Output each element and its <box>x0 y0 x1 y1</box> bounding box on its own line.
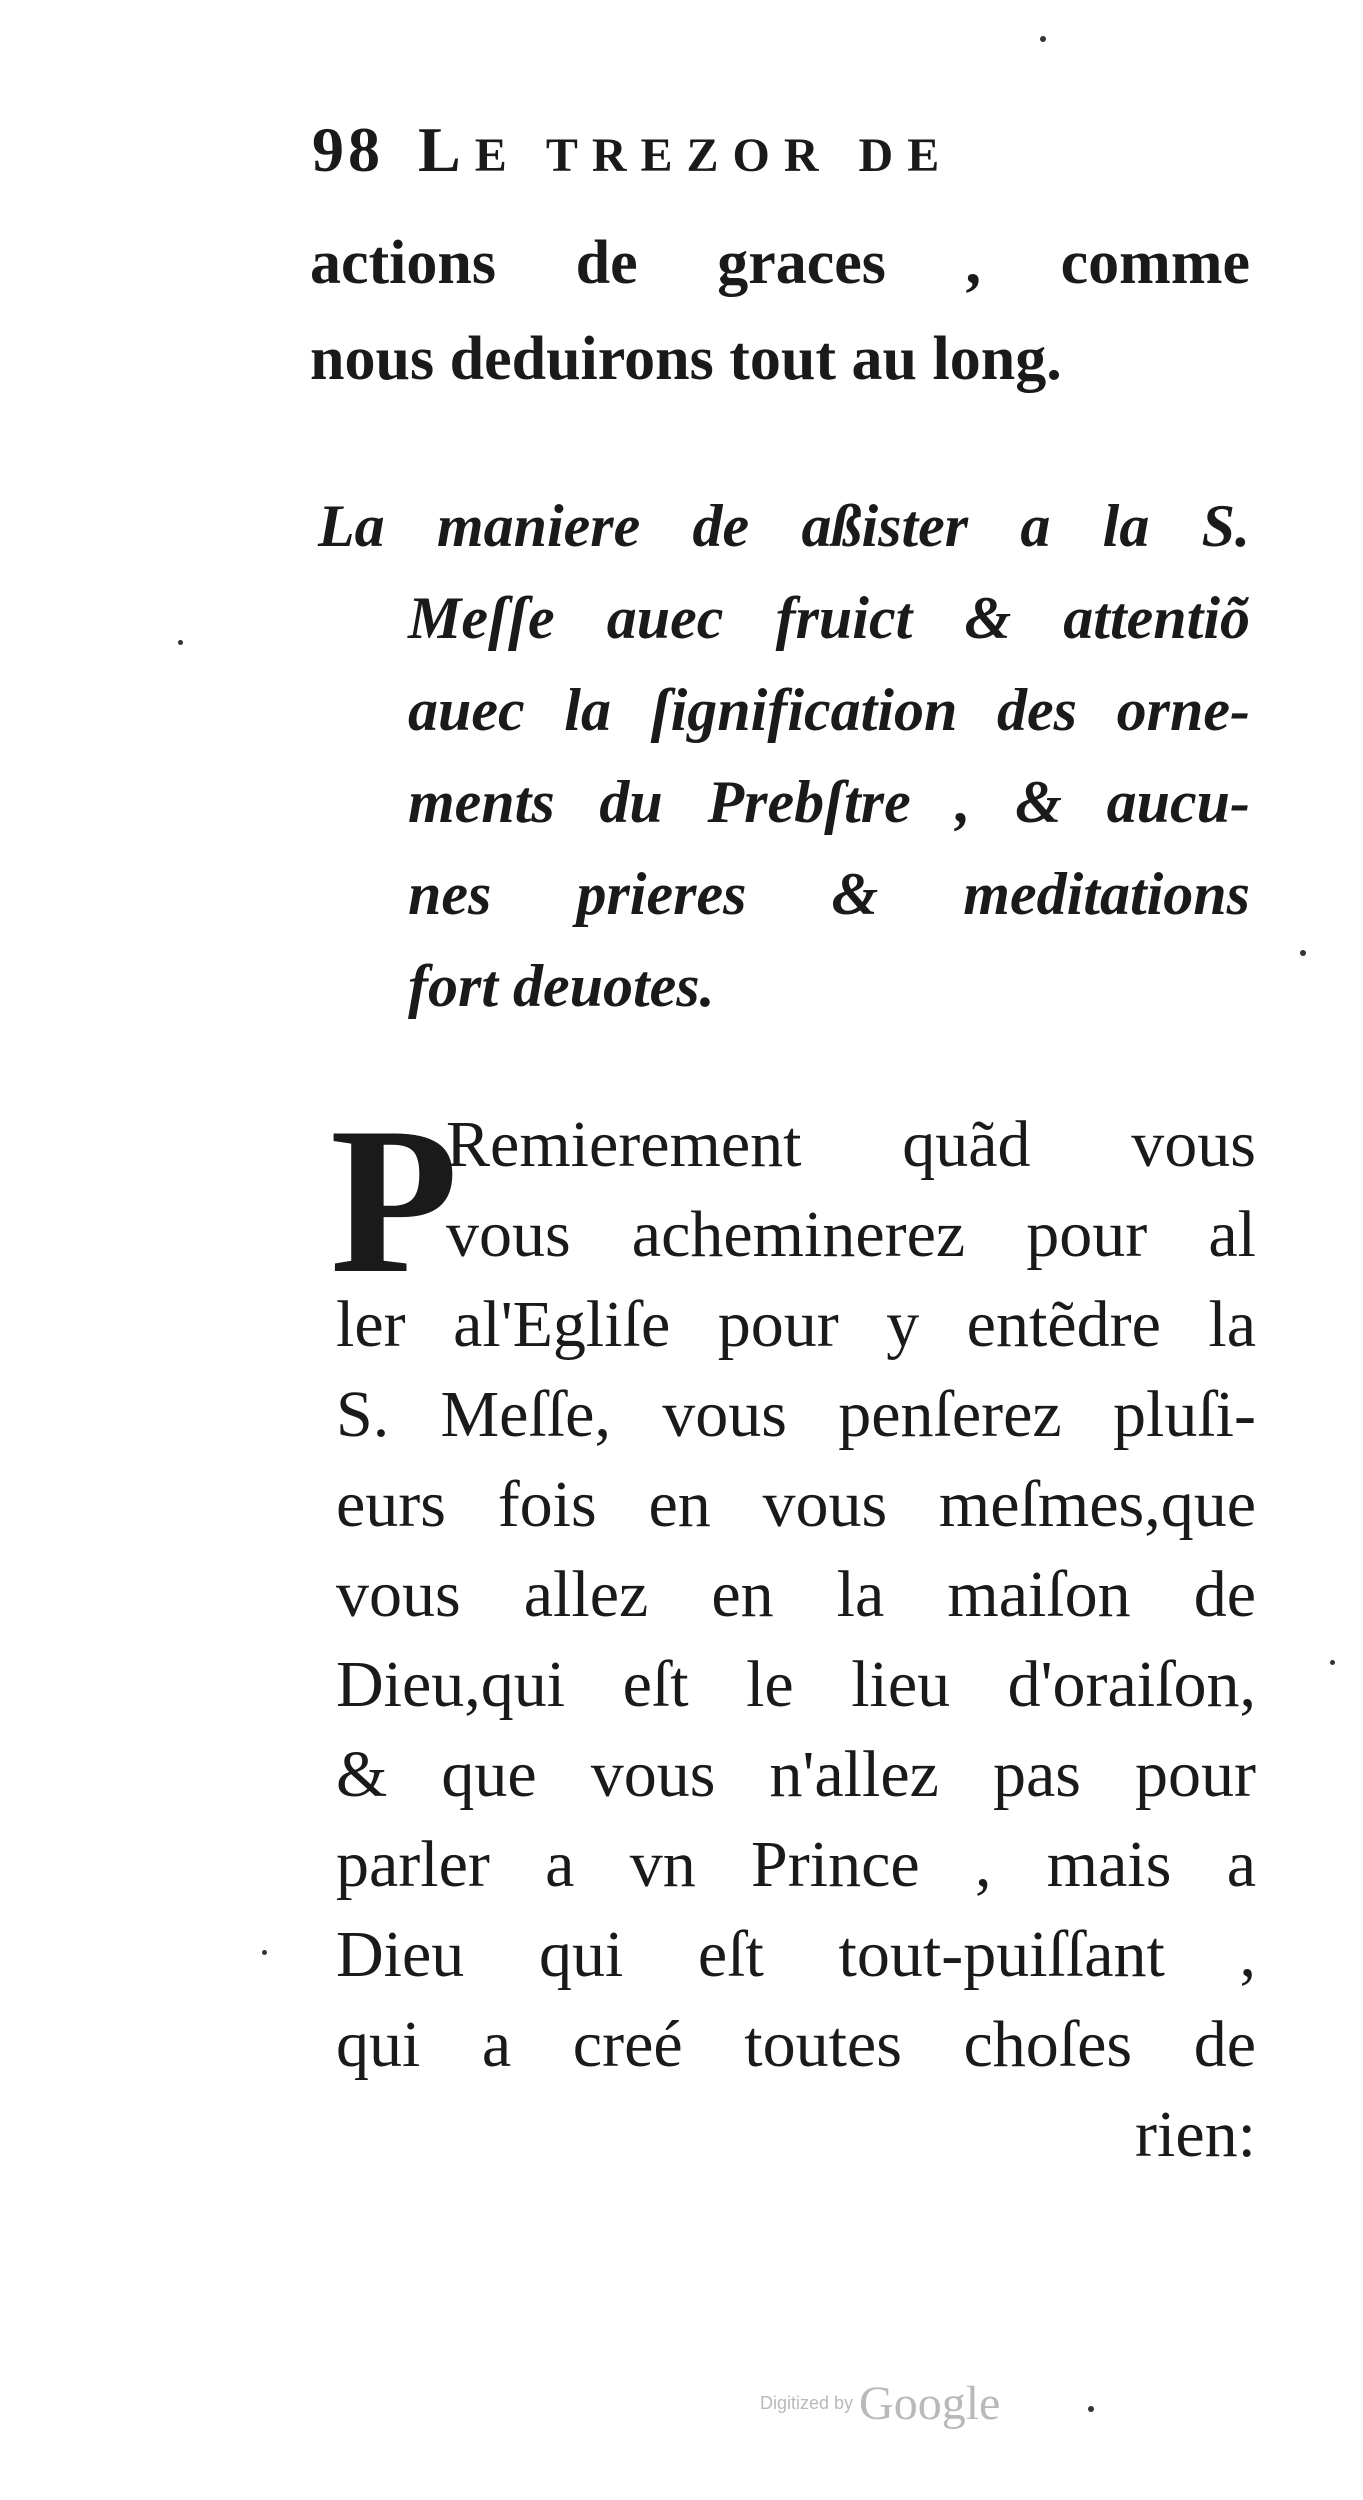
running-header <box>312 114 954 185</box>
watermark-logo: Google <box>859 2377 1001 2430</box>
ink-speck <box>1040 36 1046 42</box>
heading-line: nes prieres & meditations <box>408 861 1250 927</box>
heading-line: Meſſe auec fruict & attentiõ <box>408 585 1250 651</box>
running-title: E TREZOR DE <box>474 129 954 182</box>
paragraph-line: Remierement quãd vous <box>446 1108 1256 1181</box>
continuation-text <box>310 215 1250 407</box>
section-heading <box>318 480 1250 1032</box>
catchword: rien: <box>1135 2098 1256 2171</box>
paragraph-line: Dieu qui eſt tout-puiſſant , <box>336 1918 1256 1991</box>
text-line: nous deduirons tout au long. <box>310 325 1062 393</box>
digitized-watermark <box>760 2376 1000 2431</box>
ink-speck <box>1330 1660 1335 1665</box>
paragraph-line: qui a creé toutes choſes de <box>336 2008 1256 2081</box>
ink-speck <box>178 640 183 645</box>
page-number: 98 <box>312 114 384 185</box>
ink-speck <box>1300 950 1306 956</box>
paragraph-line: S. Meſſe, vous penſerez pluſi- <box>336 1378 1256 1451</box>
paragraph-line: vous acheminerez pour al <box>446 1198 1256 1271</box>
paragraph-line: eurs fois en vous meſmes,que <box>336 1468 1256 1541</box>
watermark-prefix: Digitized by <box>760 2393 854 2413</box>
drop-cap: P <box>330 1085 459 1317</box>
heading-line: La maniere de aßister a la S. <box>318 493 1250 559</box>
running-title-initial: L <box>418 114 475 185</box>
heading-line: ments du Prebſtre , & aucu- <box>408 769 1250 835</box>
paragraph-line: ler al'Egliſe pour y entẽdre la <box>336 1288 1256 1361</box>
paragraph-line: Dieu,qui eſt le lieu d'oraiſon, <box>336 1648 1256 1721</box>
heading-line: auec la ſignification des orne- <box>408 677 1250 743</box>
body-paragraph <box>336 1100 1256 2180</box>
heading-line: fort deuotes. <box>408 953 715 1019</box>
paragraph-line: parler a vn Prince , mais a <box>336 1828 1256 1901</box>
text-line: actions de graces , comme <box>310 229 1250 297</box>
paragraph-line: vous allez en la maiſon de <box>336 1558 1256 1631</box>
ink-speck <box>262 1950 267 1955</box>
paragraph-line: & que vous n'allez pas pour <box>336 1738 1256 1811</box>
ink-speck <box>1088 2406 1094 2412</box>
